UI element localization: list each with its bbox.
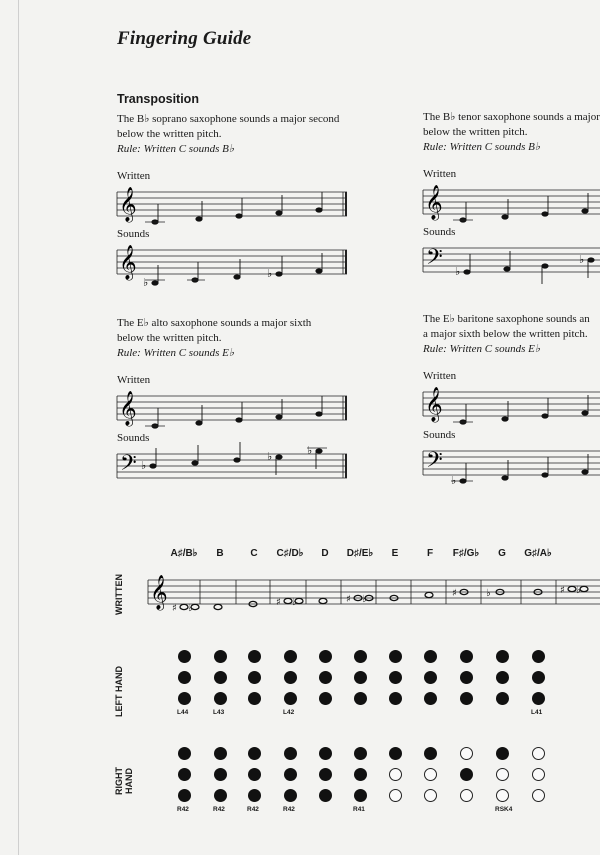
svg-text:♭: ♭	[307, 444, 313, 457]
right-hand-key-open	[460, 789, 473, 802]
right-hand-key-label: RSK4	[495, 806, 513, 813]
left-hand-key-label: L44	[177, 709, 189, 716]
right-hand-key-open	[424, 789, 437, 802]
svg-text:♭: ♭	[455, 265, 461, 278]
chart-written-staff	[148, 575, 600, 614]
right-hand-key-closed	[248, 768, 261, 781]
left-hand-key-closed	[284, 671, 297, 684]
left-hand-key-closed	[424, 671, 437, 684]
left-hand-key-closed	[460, 692, 473, 705]
right-hand-key-open	[389, 789, 402, 802]
right-hand-key-closed	[424, 747, 437, 760]
svg-text:𝄞: 𝄞	[425, 185, 443, 220]
left-hand-key-closed	[389, 692, 402, 705]
note-name-label: F	[426, 548, 434, 559]
tenor-written-staff	[423, 185, 600, 223]
left-hand-key-closed	[532, 692, 545, 705]
right-hand-key-closed	[389, 747, 402, 760]
right-hand-key-closed	[214, 768, 227, 781]
soprano-line-1: The B♭ soprano saxophone sounds a major second	[117, 113, 340, 125]
left-hand-key-closed	[424, 650, 437, 663]
left-hand-key-closed	[178, 671, 191, 684]
svg-text:♭: ♭	[141, 459, 147, 472]
left-hand-key-closed	[496, 692, 509, 705]
note-name-label: D♯/E♭	[346, 548, 374, 559]
note-name-label: G	[498, 548, 506, 559]
right-hand-key-open	[389, 768, 402, 781]
left-hand-key-closed	[319, 692, 332, 705]
svg-text:𝄞: 𝄞	[425, 387, 443, 422]
alto-sounds-label: Sounds	[117, 432, 150, 444]
right-hand-key-closed	[214, 747, 227, 760]
written-side-label: WRITTEN	[114, 574, 124, 616]
tenor-line-2: below the written pitch.	[423, 126, 528, 138]
svg-text:♭: ♭	[486, 588, 491, 599]
right-hand-key-closed	[178, 768, 191, 781]
left-hand-key-closed	[248, 692, 261, 705]
svg-text:♭: ♭	[292, 597, 297, 608]
left-hand-key-closed	[460, 671, 473, 684]
svg-text:♯: ♯	[276, 597, 281, 608]
alto-line-2: below the written pitch.	[117, 332, 222, 344]
soprano-written-label: Written	[117, 170, 151, 182]
left-hand-key-closed	[214, 692, 227, 705]
tenor-rule: Rule: Written C sounds B♭	[423, 141, 541, 153]
svg-text:♭: ♭	[579, 253, 585, 266]
svg-text:♭: ♭	[143, 276, 149, 289]
svg-text:♭: ♭	[362, 594, 367, 605]
tenor-line-1: The B♭ tenor saxophone sounds a major	[423, 111, 600, 123]
svg-text:♭: ♭	[451, 474, 457, 487]
baritone-line-2: a major sixth below the written pitch.	[423, 328, 588, 340]
note-name-label: G♯/A♭	[524, 548, 552, 559]
left-hand-key-closed	[248, 650, 261, 663]
svg-text:𝄢: 𝄢	[426, 448, 443, 478]
baritone-sounds-label: Sounds	[423, 429, 456, 441]
soprano-sounds-label: Sounds	[117, 228, 150, 240]
right-hand-key-closed	[178, 747, 191, 760]
left-hand-key-closed	[389, 650, 402, 663]
alto-line-1: The E♭ alto saxophone sounds a major sixth	[117, 317, 312, 329]
right-hand-key-label: R42	[177, 806, 189, 813]
right-hand-key-label: R42	[247, 806, 259, 813]
note-name-label: E	[391, 548, 399, 559]
soprano-line-2: below the written pitch.	[117, 128, 222, 140]
right-hand-key-open	[532, 768, 545, 781]
left-hand-key-closed	[284, 650, 297, 663]
note-name-label: A♯/B♭	[170, 548, 198, 559]
left-hand-key-closed	[319, 650, 332, 663]
right-hand-key-label: R42	[213, 806, 225, 813]
svg-text:𝄞: 𝄞	[119, 391, 137, 426]
soprano-written-staff	[117, 187, 347, 225]
right-hand-key-closed	[319, 768, 332, 781]
left-hand-key-closed	[178, 650, 191, 663]
right-hand-key-closed	[178, 789, 191, 802]
note-name-label: C♯/D♭	[276, 548, 304, 559]
svg-text:♭: ♭	[267, 450, 273, 463]
right-hand-key-open	[532, 789, 545, 802]
right-hand-key-open	[460, 747, 473, 760]
svg-text:𝄢: 𝄢	[426, 245, 443, 275]
left-hand-key-closed	[214, 650, 227, 663]
svg-text:𝄞: 𝄞	[119, 187, 137, 222]
left-hand-key-closed	[354, 671, 367, 684]
right-hand-key-open	[496, 789, 509, 802]
left-hand-key-label: L41	[531, 709, 543, 716]
left-hand-key-closed	[532, 650, 545, 663]
svg-text:♯: ♯	[172, 603, 177, 614]
right-hand-key-closed	[460, 768, 473, 781]
left-hand-key-closed	[284, 692, 297, 705]
right-hand-key-open	[532, 747, 545, 760]
right-hand-key-closed	[248, 789, 261, 802]
right-hand-key-open	[424, 768, 437, 781]
right-hand-side-label: RIGHT HAND	[114, 767, 134, 795]
tenor-sounds-label: Sounds	[423, 226, 456, 238]
right-hand-key-label: R41	[353, 806, 365, 813]
svg-text:𝄢: 𝄢	[120, 451, 137, 481]
baritone-written-staff	[423, 387, 600, 425]
left-hand-key-closed	[496, 650, 509, 663]
page-title: Fingering Guide	[117, 28, 252, 49]
svg-text:𝄞: 𝄞	[119, 245, 137, 280]
right-hand-key-closed	[319, 789, 332, 802]
right-hand-key-closed	[319, 747, 332, 760]
right-hand-key-closed	[284, 789, 297, 802]
svg-text:♯: ♯	[346, 594, 351, 605]
baritone-written-label: Written	[423, 370, 457, 382]
left-hand-key-closed	[532, 671, 545, 684]
left-hand-key-closed	[178, 692, 191, 705]
alto-written-label: Written	[117, 374, 151, 386]
left-hand-key-closed	[460, 650, 473, 663]
svg-text:♯: ♯	[452, 588, 457, 599]
baritone-sounds-staff	[423, 448, 600, 487]
soprano-rule: Rule: Written C sounds B♭	[117, 143, 235, 155]
note-name-label: B	[216, 548, 224, 559]
section-title: Transposition	[117, 92, 199, 106]
right-hand-key-closed	[214, 789, 227, 802]
left-hand-key-closed	[214, 671, 227, 684]
left-hand-key-closed	[424, 692, 437, 705]
tenor-written-label: Written	[423, 168, 457, 180]
tenor-sounds-staff	[423, 245, 600, 284]
soprano-sounds-staff	[117, 245, 347, 289]
right-hand-key-closed	[284, 768, 297, 781]
left-hand-key-closed	[496, 671, 509, 684]
note-name-label: D	[321, 548, 329, 559]
alto-written-staff	[117, 391, 347, 429]
right-hand-key-closed	[496, 747, 509, 760]
right-hand-key-closed	[354, 789, 367, 802]
left-hand-key-label: L42	[283, 709, 295, 716]
note-name-label: F♯/G♭	[452, 548, 480, 559]
right-hand-key-closed	[354, 747, 367, 760]
left-hand-key-closed	[389, 671, 402, 684]
left-hand-key-closed	[248, 671, 261, 684]
left-hand-key-closed	[354, 650, 367, 663]
left-hand-key-closed	[354, 692, 367, 705]
left-hand-key-closed	[319, 671, 332, 684]
svg-text:♭: ♭	[267, 267, 273, 280]
right-hand-key-closed	[284, 747, 297, 760]
right-hand-key-open	[496, 768, 509, 781]
svg-text:♯: ♯	[560, 585, 565, 596]
svg-text:𝄞: 𝄞	[150, 575, 168, 610]
alto-sounds-staff	[117, 442, 347, 481]
alto-rule: Rule: Written C sounds E♭	[117, 347, 235, 359]
right-hand-key-closed	[248, 747, 261, 760]
svg-text:♭: ♭	[188, 603, 193, 614]
note-name-label: C	[250, 548, 258, 559]
left-hand-key-label: L43	[213, 709, 225, 716]
left-hand-side-label: LEFT HAND	[114, 666, 124, 718]
baritone-line-1: The E♭ baritone saxophone sounds an	[423, 313, 590, 325]
baritone-rule: Rule: Written C sounds E♭	[423, 343, 541, 355]
right-hand-key-label: R42	[283, 806, 295, 813]
right-hand-key-closed	[354, 768, 367, 781]
svg-text:♭: ♭	[576, 585, 581, 596]
